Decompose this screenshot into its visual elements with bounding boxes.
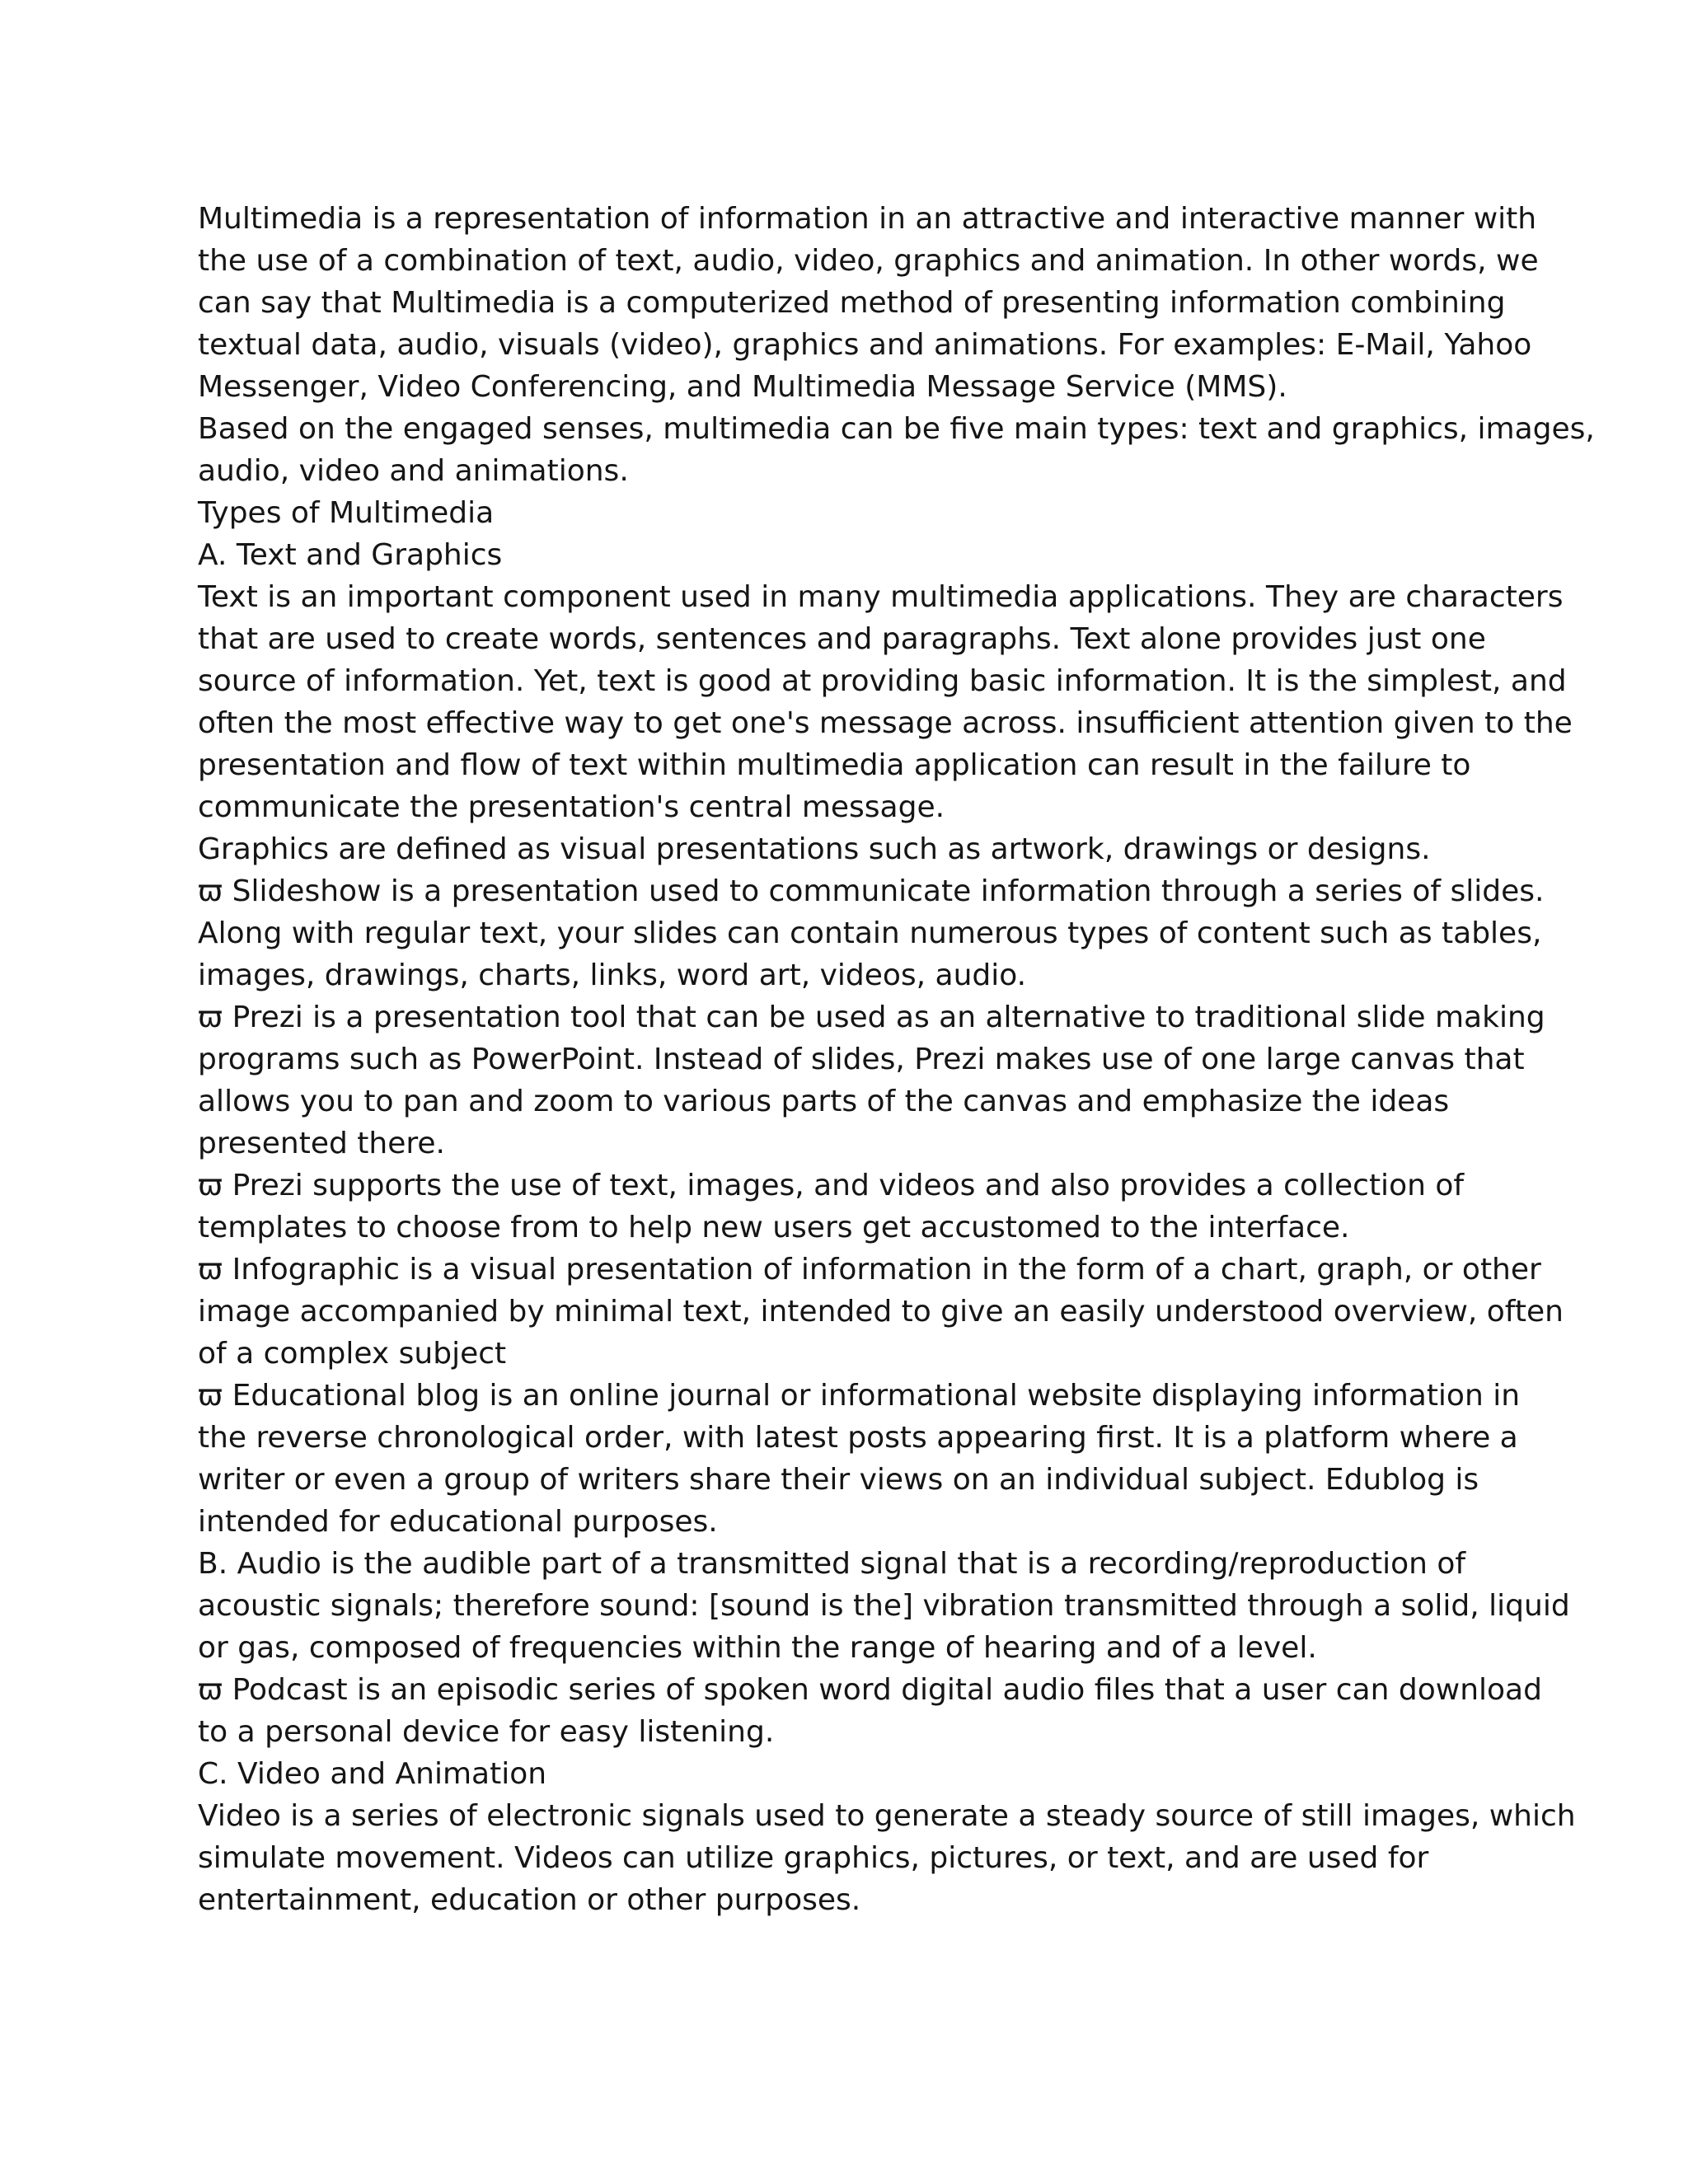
text-line: can say that Multimedia is a computerized method of presenting information combining [198,286,1506,320]
text-line: of a complex subject [198,1337,507,1371]
bullet-line: ϖ Educational blog is an online journal or informational website displaying information in [198,1379,1521,1413]
text-line: entertainment, education or other purposes. [198,1883,861,1917]
text-line: writer or even a group of writers share their views on an individual subject. Edublog is [198,1463,1479,1497]
text-line: often the most effective way to get one's message across. insufficient attention given to the [198,706,1573,740]
subsection-heading: A. Text and Graphics [198,538,503,572]
section-heading: Types of Multimedia [198,496,495,530]
text-line: presentation and flow of text within multimedia application can result in the failure to [198,748,1471,782]
text-line: communicate the presentation's central message. [198,790,945,824]
text-line: Graphics are defined as visual presentations such as artwork, drawings or designs. [198,832,1431,866]
text-line: images, drawings, charts, links, word art, videos, audio. [198,958,1027,992]
text-line: the reverse chronological order, with latest posts appearing first. It is a platform where a [198,1421,1518,1455]
text-line: or gas, composed of frequencies within the range of hearing and of a level. [198,1631,1317,1665]
text-line: acoustic signals; therefore sound: [sound is the] vibration transmitted through a solid, liquid [198,1589,1570,1623]
text-line: the use of a combination of text, audio, video, graphics and animation. In other words, we [198,244,1539,278]
text-line: Multimedia is a representation of information in an attractive and interactive manner with [198,202,1537,236]
text-line: presented there. [198,1127,445,1160]
text-line: Messenger, Video Conferencing, and Multimedia Message Service (MMS). [198,370,1287,404]
document-body [198,198,1595,1921]
text-line: that are used to create words, sentences and paragraphs. Text alone provides just one [198,622,1486,656]
text-line: programs such as PowerPoint. Instead of slides, Prezi makes use of one large canvas that [198,1043,1525,1076]
text-line: templates to choose from to help new users get accustomed to the interface. [198,1211,1350,1244]
bullet-line: ϖ Infographic is a visual presentation of information in the form of a chart, graph, or other [198,1253,1541,1286]
text-line: Along with regular text, your slides can contain numerous types of content such as tables, [198,916,1542,950]
text-line: to a personal device for easy listening. [198,1715,775,1749]
bullet-line: ϖ Prezi is a presentation tool that can be used as an alternative to traditional slide making [198,1001,1545,1034]
text-line: Based on the engaged senses, multimedia can be five main types: text and graphics, images, [198,412,1595,446]
subsection-heading: C. Video and Animation [198,1757,547,1791]
text-line: textual data, audio, visuals (video), graphics and animations. For examples: E-Mail, Yahoo [198,328,1532,362]
text-line: simulate movement. Videos can utilize graphics, pictures, or text, and are used for [198,1841,1429,1875]
subsection-heading-line: B. Audio is the audible part of a transmitted signal that is a recording/reproduction of [198,1547,1466,1581]
text-line: Video is a series of electronic signals used to generate a steady source of still images, which [198,1799,1576,1833]
text-line: audio, video and animations. [198,454,629,488]
bullet-line: ϖ Prezi supports the use of text, images, and videos and also provides a collection of [198,1169,1465,1202]
bullet-line: ϖ Podcast is an episodic series of spoken word digital audio files that a user can download [198,1673,1542,1707]
text-line: allows you to pan and zoom to various parts of the canvas and emphasize the ideas [198,1085,1450,1118]
text-line: Text is an important component used in many multimedia applications. They are characters [198,580,1564,614]
bullet-line: ϖ Slideshow is a presentation used to communicate information through a series of slides. [198,874,1545,908]
text-line: source of information. Yet, text is good at providing basic information. It is the simplest, and [198,664,1567,698]
text-line: image accompanied by minimal text, intended to give an easily understood overview, often [198,1295,1564,1329]
text-line: intended for educational purposes. [198,1505,718,1539]
